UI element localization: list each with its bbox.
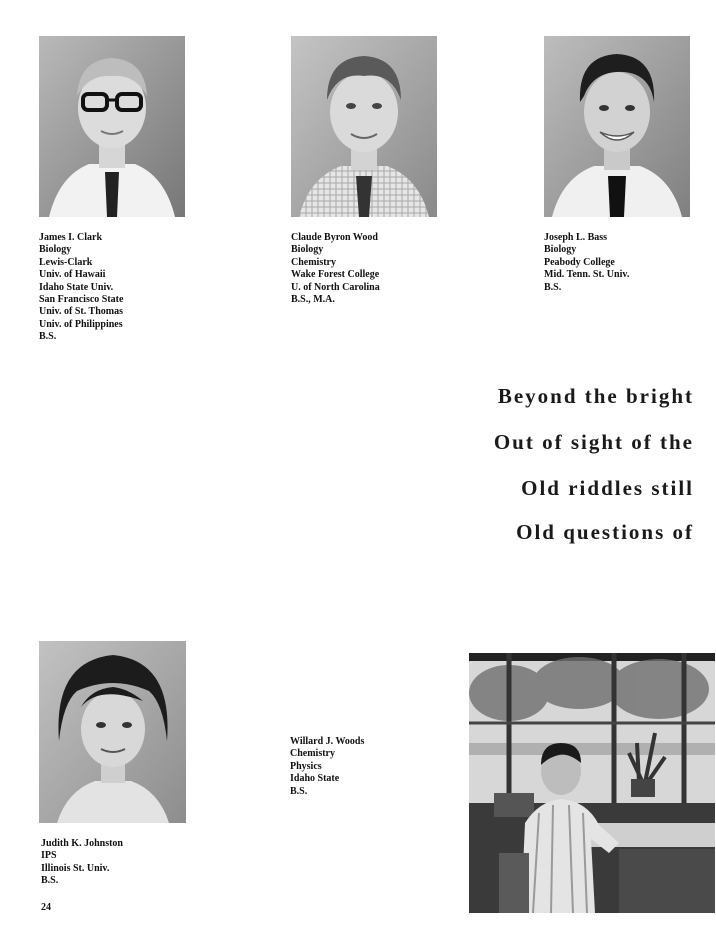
caption-line: Idaho State [290, 773, 340, 785]
caption-joseph-bass [544, 232, 629, 294]
caption-line: Chemistry [291, 256, 336, 268]
caption-line: IPS [41, 850, 57, 862]
caption-line: B.S. [544, 281, 562, 293]
caption-line: Peabody College [544, 256, 615, 268]
caption-line: Univ. of Hawaii [39, 269, 106, 281]
caption-line: San Francisco State [39, 294, 124, 306]
caption-line: Mid. Tenn. St. Univ. [544, 269, 630, 281]
portrait-image [39, 36, 185, 217]
poem-line-4: Old questions of [516, 520, 694, 544]
portrait-image [291, 36, 437, 217]
caption-willard-woods [290, 736, 364, 798]
caption-line: Idaho State Univ. [39, 281, 114, 293]
page-number: 24 [41, 902, 51, 913]
portrait-image [544, 36, 690, 217]
caption-line: Willard J. Woods [290, 736, 365, 747]
portrait-photo-claude-wood [291, 36, 437, 217]
caption-line: Univ. of Philippines [39, 318, 123, 330]
caption-line: James I. Clark [39, 232, 103, 243]
caption-line: Biology [39, 244, 72, 256]
poem-line-3: Old riddles still [521, 476, 694, 500]
caption-claude-wood [291, 232, 380, 306]
caption-line: Joseph L. Bass [544, 232, 608, 243]
caption-line: Biology [544, 244, 577, 256]
caption-line: Claude Byron Wood [291, 232, 378, 243]
caption-line: Lewis-Clark [39, 256, 93, 268]
caption-line: B.S., M.A. [291, 294, 335, 306]
caption-james-clark [39, 232, 123, 344]
portrait-photo-james-clark [39, 36, 185, 217]
caption-line: Chemistry [290, 748, 335, 760]
poem-line-2: Out of sight of the [493, 430, 694, 454]
poem-line-1: Beyond the bright [497, 384, 694, 408]
portrait-photo-judith-johnston [39, 641, 186, 823]
caption-line: Judith K. Johnston [41, 838, 123, 849]
candid-photo-desk [469, 653, 715, 913]
caption-line: Univ. of St. Thomas [39, 306, 124, 318]
caption-line: Illinois St. Univ. [41, 862, 110, 874]
caption-line: B.S. [39, 331, 57, 343]
caption-judith-johnston [41, 838, 123, 888]
caption-line: Wake Forest College [291, 269, 380, 281]
portrait-image [39, 641, 186, 823]
caption-line: Biology [291, 244, 324, 256]
caption-line: U. of North Carolina [291, 281, 380, 293]
candid-image [469, 653, 715, 913]
portrait-photo-joseph-bass [544, 36, 690, 217]
caption-line: B.S. [290, 785, 308, 797]
caption-line: B.S. [41, 875, 59, 887]
caption-line: Physics [290, 760, 322, 772]
